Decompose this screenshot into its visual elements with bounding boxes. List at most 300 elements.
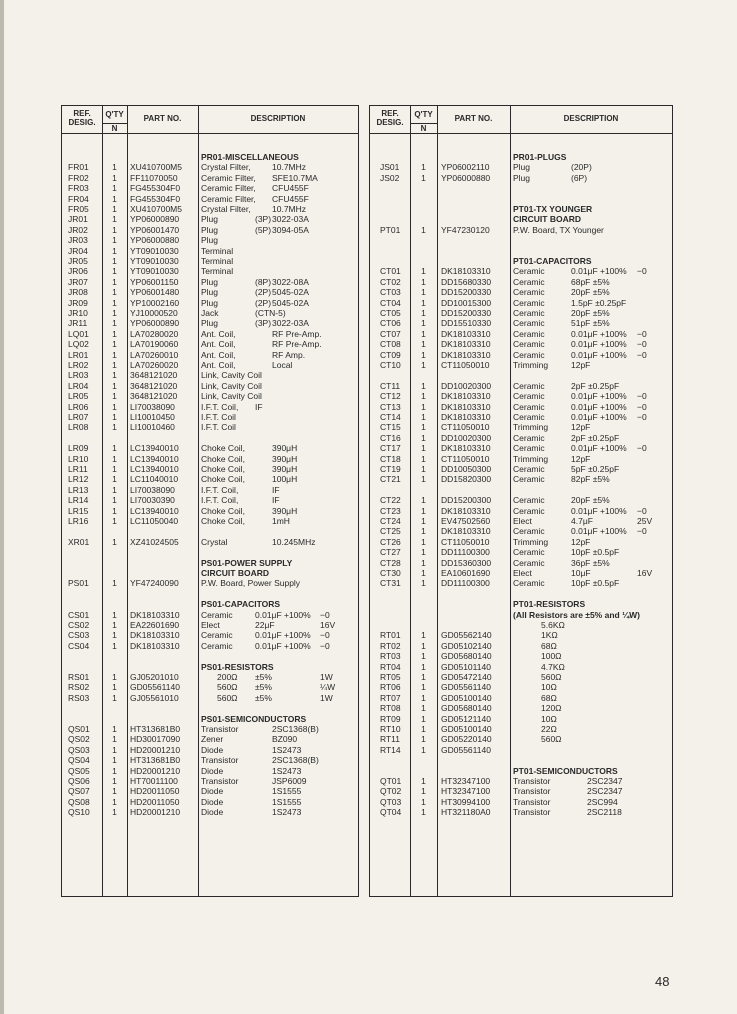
part-number: DK18103310 (130, 630, 180, 641)
ref-desig: QT02 (380, 786, 402, 797)
description-value: 100Ω (541, 651, 562, 662)
description: P.W. Board, Power Supply (201, 578, 301, 589)
table-row (370, 641, 672, 651)
description-value: 560Ω (541, 734, 562, 745)
description: Choke Coil, (201, 464, 245, 474)
table-row (370, 474, 672, 484)
part-number: DD15200330 (441, 287, 492, 298)
ref-desig: QS03 (68, 744, 90, 755)
part-number: LA70280020 (130, 328, 179, 339)
quantity: 1 (421, 380, 426, 391)
ref-desig: LR08 (68, 422, 89, 433)
description: Transistor (513, 776, 551, 786)
description: I.F.T. Coil, (201, 401, 239, 412)
part-number: LI10010450 (130, 412, 175, 422)
table-row (62, 402, 358, 412)
quantity: 1 (112, 422, 117, 433)
part-number: DK18103310 (130, 609, 180, 620)
ref-desig: CT31 (380, 578, 401, 589)
quantity: 1 (112, 245, 117, 256)
ref-desig: RT04 (380, 661, 401, 672)
description: Crystal Filter, (201, 204, 251, 214)
description: Plug (201, 214, 219, 225)
description: Transistor (513, 796, 551, 807)
table-row (370, 714, 672, 724)
quantity: 1 (421, 672, 426, 682)
part-number: GD05101140 (441, 661, 491, 672)
description: Choke Coil, (201, 516, 245, 526)
table-row (370, 537, 672, 547)
description-value: 1KΩ (541, 630, 558, 641)
description: Diode (201, 807, 224, 818)
quantity: 1 (421, 776, 426, 786)
ref-desig: RT06 (380, 682, 401, 693)
description-spec: 390μH (272, 464, 298, 474)
description: Trimming (513, 422, 549, 433)
part-number: HT313681B0 (130, 724, 181, 734)
description-value: 0.01μF +100% (571, 401, 627, 412)
description: Trimming (513, 453, 549, 464)
part-number: LC11050040 (130, 516, 179, 526)
table-row (62, 412, 358, 422)
part-number: FF11070050 (130, 172, 178, 183)
header-n: N (111, 124, 118, 133)
header-description: DESCRIPTION (250, 114, 306, 123)
quantity: 1 (112, 276, 117, 287)
ref-desig: QT03 (380, 796, 402, 807)
ref-desig: JR03 (68, 235, 88, 246)
quantity: 1 (421, 401, 426, 412)
ref-desig: FR04 (68, 193, 89, 204)
part-number: HD20011050 (130, 786, 180, 797)
quantity: 1 (112, 796, 117, 807)
quantity: 1 (421, 224, 426, 235)
table-row (62, 350, 358, 360)
ref-desig: JR05 (68, 256, 88, 266)
table-row (62, 308, 358, 318)
description-value: 0.01μF +100% (255, 640, 311, 651)
ref-desig: CT27 (380, 547, 401, 558)
section-heading (62, 662, 358, 672)
part-number: CT11050010 (441, 536, 490, 547)
quantity: 1 (112, 609, 117, 620)
description: Ceramic (513, 380, 545, 391)
description: Ceramic Filter, (201, 193, 256, 204)
description-value: 68pF ±5% (571, 276, 610, 287)
ref-desig: RT08 (380, 703, 401, 714)
description: Plug (201, 318, 219, 329)
description-spec: Local (272, 360, 293, 370)
parts-table-left (61, 105, 359, 897)
part-number: GD05121140 (441, 713, 491, 724)
table-row (370, 266, 672, 276)
table-row (370, 318, 672, 328)
quantity: 1 (421, 162, 426, 173)
part-number: DK18103310 (441, 412, 491, 422)
quantity: 1 (112, 672, 117, 682)
table-row (62, 225, 358, 235)
ref-desig: QS07 (68, 786, 90, 797)
description-spec: 5045-02A (272, 297, 309, 308)
quantity: 1 (112, 172, 117, 183)
ref-desig: QS04 (68, 755, 90, 766)
table-row (62, 485, 358, 495)
part-number: YP06000880 (130, 235, 180, 246)
table-row (370, 422, 672, 432)
quantity: 1 (421, 786, 426, 797)
ref-desig: LQ01 (68, 328, 89, 339)
table-row (370, 776, 672, 786)
quantity: 1 (421, 495, 426, 506)
section-heading (370, 256, 672, 266)
description-value: (3P) (255, 318, 272, 329)
description: Jack (201, 308, 219, 318)
ref-desig: LR14 (68, 495, 89, 506)
part-number: LC11040010 (130, 474, 179, 485)
part-number: GD05220140 (441, 734, 492, 745)
description-spec: 2SC2347 (587, 776, 623, 786)
description-spec: 390μH (272, 505, 298, 516)
description-rating: 16V (637, 568, 653, 578)
description-spec: 10.7MHz (272, 204, 307, 214)
description-spec: 1S2473 (272, 807, 302, 818)
quantity: 1 (112, 464, 117, 474)
ref-desig: CT13 (380, 401, 401, 412)
ref-desig: JS02 (380, 172, 400, 183)
table-row (370, 797, 672, 807)
table-row (62, 474, 358, 484)
table-row (370, 630, 672, 640)
description-value: 0.01μF +100% (571, 391, 627, 402)
quantity: 1 (112, 328, 117, 339)
description-value: 12pF (571, 536, 591, 547)
description: Choke Coil, (201, 453, 245, 464)
ref-desig: QT01 (380, 776, 402, 786)
description-value: 0.01μF +100% (571, 526, 627, 537)
description: Diode (201, 786, 224, 797)
table-row (62, 766, 358, 776)
quantity: 1 (421, 172, 426, 183)
part-number: HD30017090 (130, 734, 181, 745)
table-row (62, 329, 358, 339)
description-value: ±5% (255, 682, 272, 693)
quantity: 1 (112, 620, 117, 630)
quantity: 1 (112, 214, 117, 225)
part-number: DK18103310 (441, 505, 491, 516)
table-row (370, 329, 672, 339)
part-number: YP06001150 (130, 276, 179, 287)
part-number: GD05561140 (441, 682, 491, 693)
description-value: 560Ω (541, 672, 562, 682)
part-number: GD05562140 (441, 630, 492, 641)
section-heading (62, 568, 358, 578)
description-rating: 1W (320, 672, 333, 682)
table-row (370, 391, 672, 401)
table-row (62, 620, 358, 630)
part-number: GD05100140 (441, 692, 492, 703)
section-title: PS01-RESISTORS (201, 661, 274, 672)
description: Ceramic (513, 578, 545, 589)
quantity: 1 (421, 734, 426, 745)
table-row (62, 422, 358, 432)
description: Ceramic (513, 432, 545, 443)
table-row (62, 454, 358, 464)
table-row (62, 578, 358, 588)
description: Diode (201, 765, 224, 776)
description-spec: 5045-02A (272, 287, 309, 298)
description-rating: 16V (320, 620, 336, 630)
part-number: XU410700M5 (130, 162, 182, 173)
header-part-no: PART NO. (454, 114, 493, 123)
quantity: 1 (112, 339, 117, 350)
description: Plug (513, 172, 531, 183)
ref-desig: CT11 (380, 380, 401, 391)
ref-desig: LR11 (68, 464, 88, 474)
quantity: 1 (112, 412, 117, 422)
ref-desig: CT19 (380, 464, 401, 474)
quantity: 1 (112, 776, 117, 786)
quantity: 1 (112, 443, 117, 454)
description-rating: −0 (637, 526, 647, 537)
part-number: DD15200300 (441, 495, 492, 506)
table-row (62, 786, 358, 796)
ref-desig: CT25 (380, 526, 401, 537)
table-row (370, 620, 672, 630)
description-rating: −0 (637, 339, 647, 350)
ref-desig: CT02 (380, 276, 401, 287)
description-value: (5P) (255, 224, 272, 235)
description-value: 22Ω (541, 724, 557, 734)
quantity: 1 (421, 547, 426, 558)
part-number: GD05680140 (441, 651, 492, 662)
part-number: HD20001210 (130, 807, 181, 818)
table-row (370, 568, 672, 578)
description-value: 10pF ±0.5pF (571, 547, 620, 558)
quantity: 1 (112, 183, 117, 194)
description-value: 2pF ±0.25pF (571, 432, 620, 443)
description-spec: 100μH (272, 474, 298, 485)
description: Ceramic (513, 318, 545, 329)
part-number: EA22601690 (130, 620, 180, 630)
table-row (370, 360, 672, 370)
ref-desig: LR15 (68, 505, 89, 516)
description: Choke Coil, (201, 505, 245, 516)
quantity: 1 (112, 380, 117, 391)
quantity: 1 (421, 578, 426, 589)
description-value: 68Ω (541, 692, 557, 703)
description-value: 20pF ±5% (571, 495, 610, 506)
part-number: CT11050010 (441, 360, 490, 370)
description-value: (3P) (255, 214, 272, 225)
table-row (62, 797, 358, 807)
part-number: LA70260010 (130, 349, 179, 360)
section-heading (370, 599, 672, 609)
ref-desig: JR01 (68, 214, 88, 225)
part-number: DD15680330 (441, 276, 492, 287)
description-value: 12pF (571, 453, 591, 464)
quantity: 1 (421, 724, 426, 734)
quantity: 1 (421, 297, 426, 308)
table-row (370, 724, 672, 734)
part-number: YT09010030 (130, 245, 179, 256)
description: Ceramic (513, 297, 545, 308)
description-value: (8P) (255, 276, 272, 287)
table-row (370, 610, 672, 620)
part-number: YT09010030 (130, 266, 179, 277)
description: Elect (513, 568, 532, 578)
quantity: 1 (421, 807, 426, 818)
quantity: 1 (421, 713, 426, 724)
quantity: 1 (421, 339, 426, 350)
ref-desig: LR07 (68, 412, 89, 422)
quantity: 1 (421, 266, 426, 277)
quantity: 1 (112, 287, 117, 298)
part-number: FG455304F0 (130, 183, 181, 194)
description: Ant. Coil, (201, 360, 236, 370)
ref-desig: PT01 (380, 224, 401, 235)
description-value: 36pF ±5% (571, 557, 610, 568)
description-value: 12pF (571, 360, 591, 370)
part-number: DD11100300 (441, 578, 490, 589)
description-value: 12pF (571, 422, 591, 433)
description: Plug (201, 235, 219, 246)
description-spec: CFU455F (272, 193, 309, 204)
part-number: GD05680140 (441, 703, 492, 714)
part-number: LC13940010 (130, 453, 179, 464)
quantity: 1 (112, 536, 117, 547)
ref-desig: CT10 (380, 360, 401, 370)
description-value: 10Ω (541, 713, 557, 724)
table-row (370, 287, 672, 297)
description-value: 5.6KΩ (541, 620, 565, 630)
description: Ceramic (513, 308, 545, 318)
description: Trimming (513, 360, 549, 370)
quantity: 1 (112, 516, 117, 526)
part-number: DK18103310 (441, 266, 491, 277)
quantity: 1 (421, 360, 426, 370)
header-part-no: PART NO. (143, 114, 182, 123)
ref-desig: RT03 (380, 651, 401, 662)
part-number: XZ41024505 (130, 536, 179, 547)
ref-desig: CT24 (380, 516, 401, 526)
part-number: 3648121020 (130, 391, 178, 402)
description: Trimming (513, 536, 549, 547)
ref-desig: JS01 (380, 162, 400, 173)
table-row (62, 256, 358, 266)
header-ref: REF. (73, 109, 91, 118)
part-number: YF47240090 (130, 578, 179, 589)
quantity: 1 (421, 318, 426, 329)
part-number: DK18103310 (441, 443, 491, 454)
table-row (62, 370, 358, 380)
part-number: YF47230120 (441, 224, 490, 235)
table-row (370, 682, 672, 692)
page-number: 48 (655, 974, 670, 989)
table-row (370, 651, 672, 661)
table-row (62, 162, 358, 172)
table-row (62, 464, 358, 474)
spacer-row (370, 485, 672, 495)
description-value: ±5% (255, 692, 272, 703)
description-rating: −0 (320, 630, 330, 641)
ref-desig: CT07 (380, 328, 401, 339)
description: Link, Cavity Coil (201, 380, 262, 391)
part-number: DD15820300 (441, 474, 492, 485)
ref-desig: QS08 (68, 796, 90, 807)
description-value: (20P) (571, 162, 592, 173)
table-row (370, 402, 672, 412)
quantity: 1 (112, 474, 117, 485)
part-number: DK18103310 (130, 640, 180, 651)
table-row (62, 266, 358, 276)
section-title: CIRCUIT BOARD (201, 568, 269, 578)
description-rating: −0 (637, 328, 647, 339)
section-title: CIRCUIT BOARD (513, 214, 581, 225)
description: Ceramic (513, 412, 545, 422)
part-number: DK18103310 (441, 339, 491, 350)
part-number: DD11100300 (441, 547, 490, 558)
description: Plug (201, 276, 219, 287)
description-value: 68Ω (541, 640, 557, 651)
description: Ceramic (513, 401, 545, 412)
table-row (370, 786, 672, 796)
description: Ceramic (513, 557, 545, 568)
table-row (370, 298, 672, 308)
description: I.F.T. Coil (201, 422, 236, 433)
quantity: 1 (112, 224, 117, 235)
table-row (62, 298, 358, 308)
part-number: DD10020300 (441, 380, 492, 391)
part-number: EV47502560 (441, 516, 491, 526)
ref-desig: QS01 (68, 724, 90, 734)
quantity: 1 (112, 578, 117, 589)
description-value: 20pF ±5% (571, 308, 610, 318)
part-number: HT313681B0 (130, 755, 181, 766)
ref-desig: CT04 (380, 297, 401, 308)
quantity: 1 (421, 276, 426, 287)
description-value: 4.7KΩ (541, 661, 565, 672)
header-qty: Q'TY (105, 110, 124, 119)
description: 200Ω (217, 672, 238, 682)
table-row (370, 454, 672, 464)
part-number: CT11050010 (441, 422, 490, 433)
section-title: PR01-PLUGS (513, 152, 567, 162)
description-spec: 390μH (272, 453, 298, 464)
description: Ceramic Filter, (201, 183, 256, 194)
ref-desig: XR01 (68, 536, 90, 547)
table-row (370, 162, 672, 172)
description: Crystal Filter, (201, 162, 251, 173)
section-title: PS01-SEMICONDUCTORS (201, 713, 307, 724)
description: Ceramic Filter, (201, 172, 256, 183)
description-rating: 25V (637, 516, 653, 526)
quantity: 1 (421, 703, 426, 714)
ref-desig: RT11 (380, 734, 401, 745)
description-value: (CTN-5) (255, 308, 286, 318)
description-value: 0.01μF +100% (255, 630, 311, 641)
description: Terminal (201, 245, 234, 256)
part-number: DD10050300 (441, 464, 492, 474)
description: Ant. Coil, (201, 339, 236, 350)
table-row (62, 506, 358, 516)
spacer-row (370, 246, 672, 256)
table-row (370, 277, 672, 287)
description-value: 2pF ±0.25pF (571, 380, 620, 391)
table-row (62, 381, 358, 391)
ref-desig: RT14 (380, 744, 401, 755)
header-ref: REF. (381, 109, 399, 118)
ref-desig: RS01 (68, 672, 90, 682)
